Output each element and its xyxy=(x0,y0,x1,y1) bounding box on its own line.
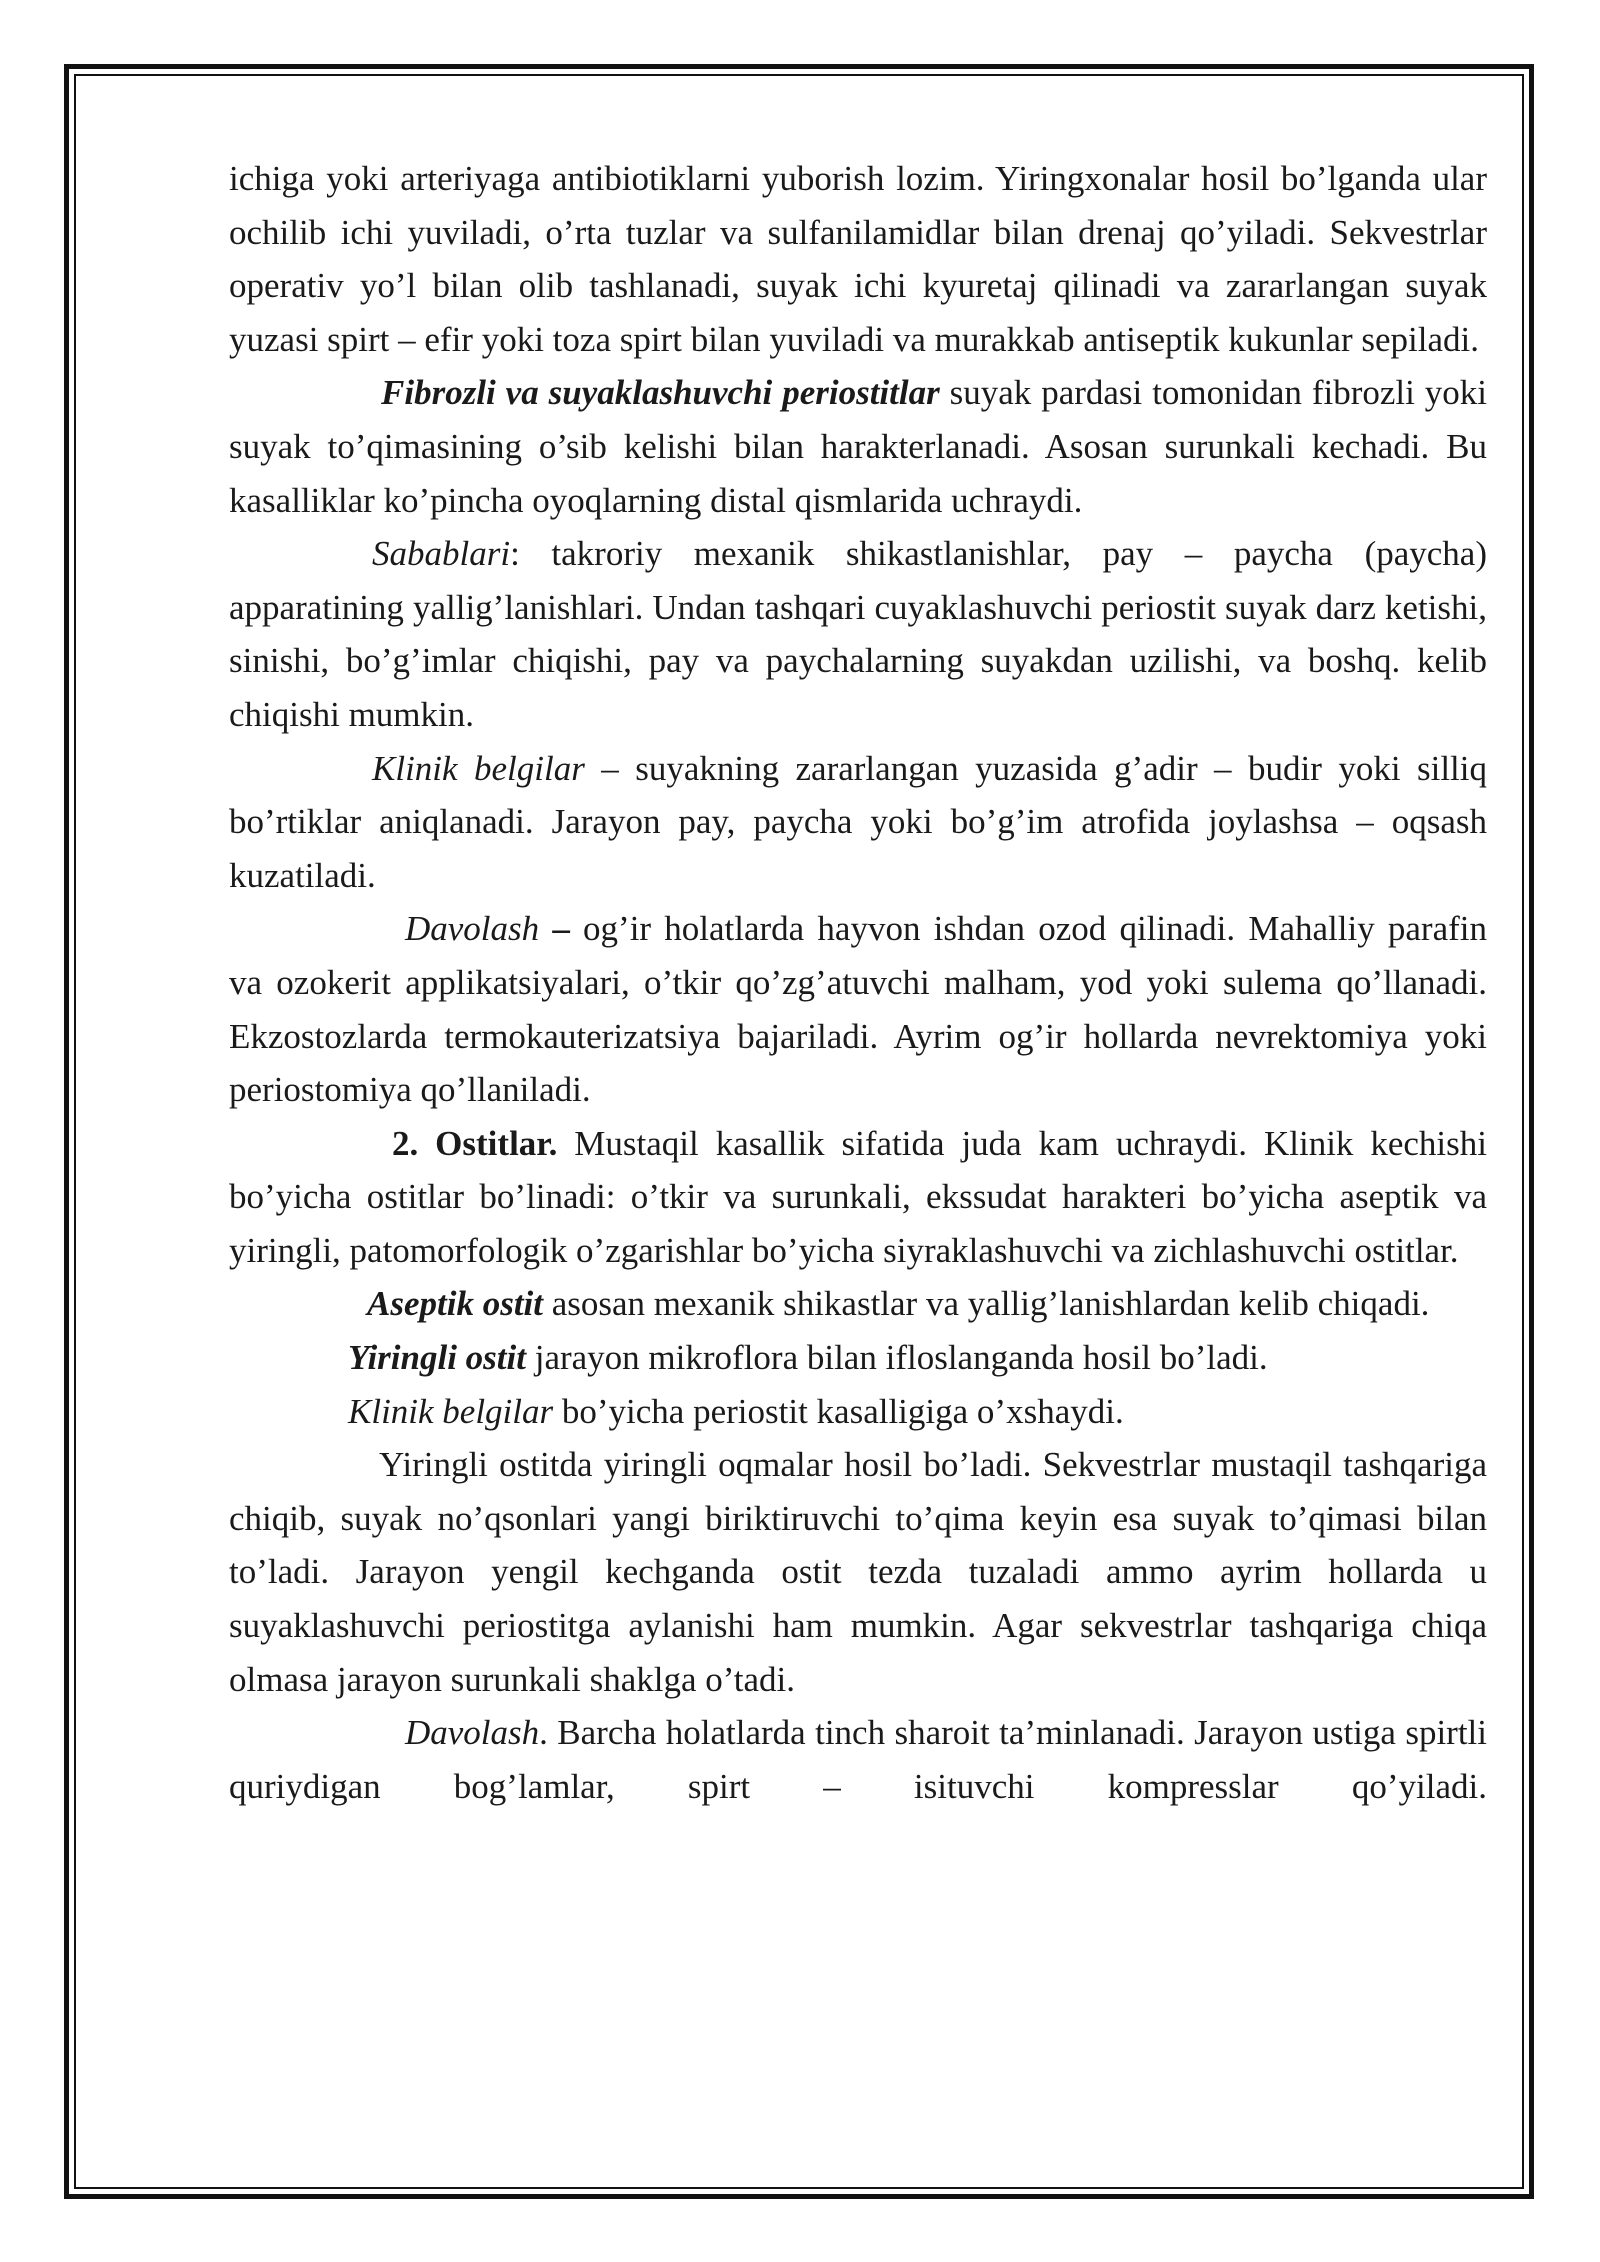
paragraph-purulent-course: Yiringli ostitda yiringli oqmalar hosil bo’ladi. Sekvestrlar mustaqil tashqariga chiqib, suyak no’qsonlari yangi biriktiruvchi to’qima keyin esa suyak to’qimasi bilan to’ladi. Jarayon yengil kechganda ostit tezda tuzaladi ammo ayrim hollarda u suyaklashuvchi periostitga aylanishi ham mumkin. Agar sekvestrlar tashqariga chiqa olmasa jarayon surunkali shaklga o’tadi. xyxy=(229,1445,1487,1699)
paragraph-clinical-signs-2-text: bo’yicha periostit kasalligiga o’xshaydi. xyxy=(553,1391,1124,1431)
paragraph-antibiotics: ichiga yoki arteriyaga antibiotiklarni yuborish lozim. Yiringxonalar hosil bo’lganda ular ochilib ichi yuviladi, o’rta tuzlar va sulfanilamidlar bilan drenaj qo’yiladi. Sekvestrlar operativ yo’l bilan olib tashlanadi, suyak ichi kyuretaj qilinadi va zararlangan suyak yuzasi spirt – efir yoki toza spirt bilan yuviladi va murakkab antiseptik kukunlar sepiladi. xyxy=(229,159,1487,359)
term-clinical-signs: Klinik belgilar xyxy=(372,748,585,788)
term-aseptic-ostitis: Aseptik ostit xyxy=(367,1284,543,1324)
term-fibrous-periostitis: Fibrozli va suyaklashuvchi periostitlar xyxy=(381,373,940,413)
paragraph-treatment-2-text: . Barcha holatlarda tinch sharoit ta’minlanadi. Jarayon ustiga spirtli quriydigan bog’lamlar, spirt – isituvchi kompresslar qo’yiladi. xyxy=(229,1713,1487,1806)
paragraph-fibrous-periostitis xyxy=(229,366,1487,527)
paragraph-treatment-2 xyxy=(229,1706,1487,1813)
paragraph-treatment xyxy=(229,902,1487,1116)
paragraph-aseptic-ostitis-text: asosan mexanik shikastlar va yallig’lanishlardan kelib chiqadi. xyxy=(543,1284,1430,1324)
paragraph-clinical-signs xyxy=(229,742,1487,903)
paragraph-ostitis-heading xyxy=(229,1117,1487,1278)
term-treatment-2: Davolash xyxy=(405,1713,540,1753)
paragraph-clinical-signs-text: – suyakning zararlangan yuzasida g’adir – budir yoki silliq bo’rtiklar aniqlanadi. Jarayon pay, paycha yoki bo’g’im atrofida joylashsa – oqsash kuzatiladi. xyxy=(229,748,1487,895)
section-heading-ostitis: 2. Ostitlar. xyxy=(392,1123,558,1163)
paragraph-causes xyxy=(229,527,1487,741)
term-purulent-ostitis: Yiringli ostit xyxy=(348,1338,526,1378)
paragraph-fibrous-periostitis-text: suyak pardasi tomonidan fibrozli yoki suyak to’qimasining o’sib kelishi bilan harakterlanadi. Asosan surunkali kechadi. Bu kasalliklar ko’pincha oyoqlarning distal qismlarida uchraydi. xyxy=(229,373,1487,520)
paragraph-purulent-ostitis-text: jarayon mikroflora bilan ifloslanganda hosil bo’ladi. xyxy=(525,1338,1268,1378)
document-body xyxy=(229,152,1487,1813)
term-treatment: Davolash xyxy=(405,909,540,949)
paragraph-aseptic-ostitis xyxy=(229,1277,1487,1331)
paragraph-causes-text: : takroriy mexanik shikastlanishlar, pay – paycha (paycha) apparatining yallig’lanishlari. Undan tashqari cuyaklashuvchi periostit suyak darz ketishi, sinishi, bo’g’imlar chiqishi, pay va paychalarning suyakdan uzilishi, va boshq. kelib chiqishi mumkin. xyxy=(229,534,1487,734)
paragraph-clinical-signs-2 xyxy=(229,1385,1487,1439)
paragraph-ostitis-text: Mustaqil kasallik sifatida juda kam uchraydi. Klinik kechishi bo’yicha ostitlar bo’linadi: o’tkir va surunkali, ekssudat harakteri bo’yicha aseptik va yiringli, patomorfologik o’zgarishlar bo’yicha siyraklashuvchi va zichlashuvchi ostitlar. xyxy=(229,1123,1487,1270)
term-causes: Sabablari xyxy=(372,534,511,574)
paragraph-purulent-ostitis xyxy=(229,1331,1487,1385)
term-clinical-signs-2: Klinik belgilar xyxy=(348,1391,554,1431)
treatment-dash: – xyxy=(539,909,570,949)
paragraph-treatment-text: og’ir holatlarda hayvon ishdan ozod qilinadi. Mahalliy parafin va ozokerit applikatsiyalari, o’tkir qo’zg’atuvchi malham, yod yoki sulema qo’llanadi. Ekzostozlarda termokauterizatsiya bajariladi. Ayrim og’ir hollarda nevrektomiya yoki periostomiya qo’llaniladi. xyxy=(229,909,1488,1110)
